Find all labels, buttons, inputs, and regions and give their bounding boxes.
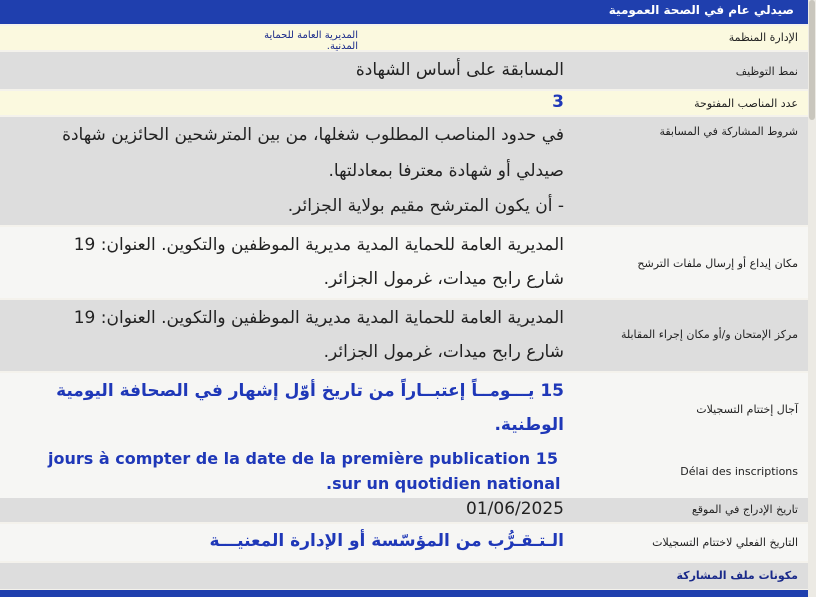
row-exam-center xyxy=(0,300,808,371)
delai-label: Délai des inscriptions xyxy=(680,465,798,478)
organizer-label: الإدارة المنظمة xyxy=(728,31,798,44)
file-components-label: مكونات ملف المشاركة xyxy=(676,569,798,582)
submission-place-line-1: المديرية العامة للحماية المدية مديرية الموظفين والتكوين. العنوان: 19 xyxy=(73,235,564,255)
conditions-line-1: في حدود المناصب المطلوب شغلها، من بين المترشحين الحائزين شهادة xyxy=(62,125,564,145)
actual-close-label: التاريخ الفعلي لاختتام التسجيلات xyxy=(652,536,798,549)
row-actual-close xyxy=(0,524,808,561)
posted-date-value: 01/06/2025 xyxy=(466,499,564,519)
next-section-header xyxy=(0,590,808,597)
row-file-components xyxy=(0,563,808,589)
posted-date-label: تاريخ الإدراج في الموقع xyxy=(691,503,798,516)
row-posted-date xyxy=(0,498,808,522)
actual-close-value: الـتـقـرُّب من المؤسّسة أو الإدارة المعنيـــة xyxy=(209,531,564,551)
recruitment-mode-value: المسابقة على أساس الشهادة xyxy=(355,60,564,80)
delai-line-1: jours à compter de la date de la première publication 15 xyxy=(48,449,558,468)
scrollbar-thumb[interactable] xyxy=(809,0,815,120)
row-open-positions xyxy=(0,91,808,115)
row-organizer xyxy=(0,26,808,50)
exam-center-line-2: شارع رابح ميدات، غرمول الجزائر. xyxy=(323,342,564,362)
row-submission-place xyxy=(0,227,808,298)
header-bar xyxy=(0,0,808,24)
submission-place-line-2: شارع رابح ميدات، غرمول الجزائر. xyxy=(323,269,564,289)
exam-center-label: مركز الإمتحان و/أو مكان إجراء المقابلة xyxy=(620,328,798,341)
job-title: صيدلي عام في الصحة العمومية xyxy=(608,3,794,17)
row-conditions xyxy=(0,117,808,225)
conditions-label: شروط المشاركة في المسابقة xyxy=(659,125,798,138)
deadline-line-1: 15 يـــومــاً إعتبــاراً من تاريخ أوّل إشهار في الصحافة اليومية xyxy=(56,381,564,401)
exam-center-line-1: المديرية العامة للحماية المدية مديرية الموظفين والتكوين. العنوان: 19 xyxy=(73,308,564,328)
deadline-line-2: الوطنية. xyxy=(494,415,564,435)
row-deadline xyxy=(0,373,808,498)
open-positions-label: عدد المناصب المفتوحة xyxy=(694,97,798,110)
conditions-line-2: صيدلي أو شهادة معترفا بمعادلتها. xyxy=(328,161,564,181)
submission-place-label: مكان إيداع أو إرسال ملفات الترشح xyxy=(637,257,798,270)
delai-line-2: .sur un quotidien national xyxy=(326,474,561,493)
row-recruitment-mode xyxy=(0,52,808,89)
deadline-label: آجال إختتام التسجيلات xyxy=(696,403,798,416)
open-positions-value: 3 xyxy=(552,92,564,112)
conditions-line-3: - أن يكون المترشح مقيم بولاية الجزائر. xyxy=(287,196,564,216)
organizer-value: المديرية العامة للحماية المدنية. xyxy=(264,30,358,52)
recruitment-mode-label: نمط التوظيف xyxy=(735,65,798,78)
